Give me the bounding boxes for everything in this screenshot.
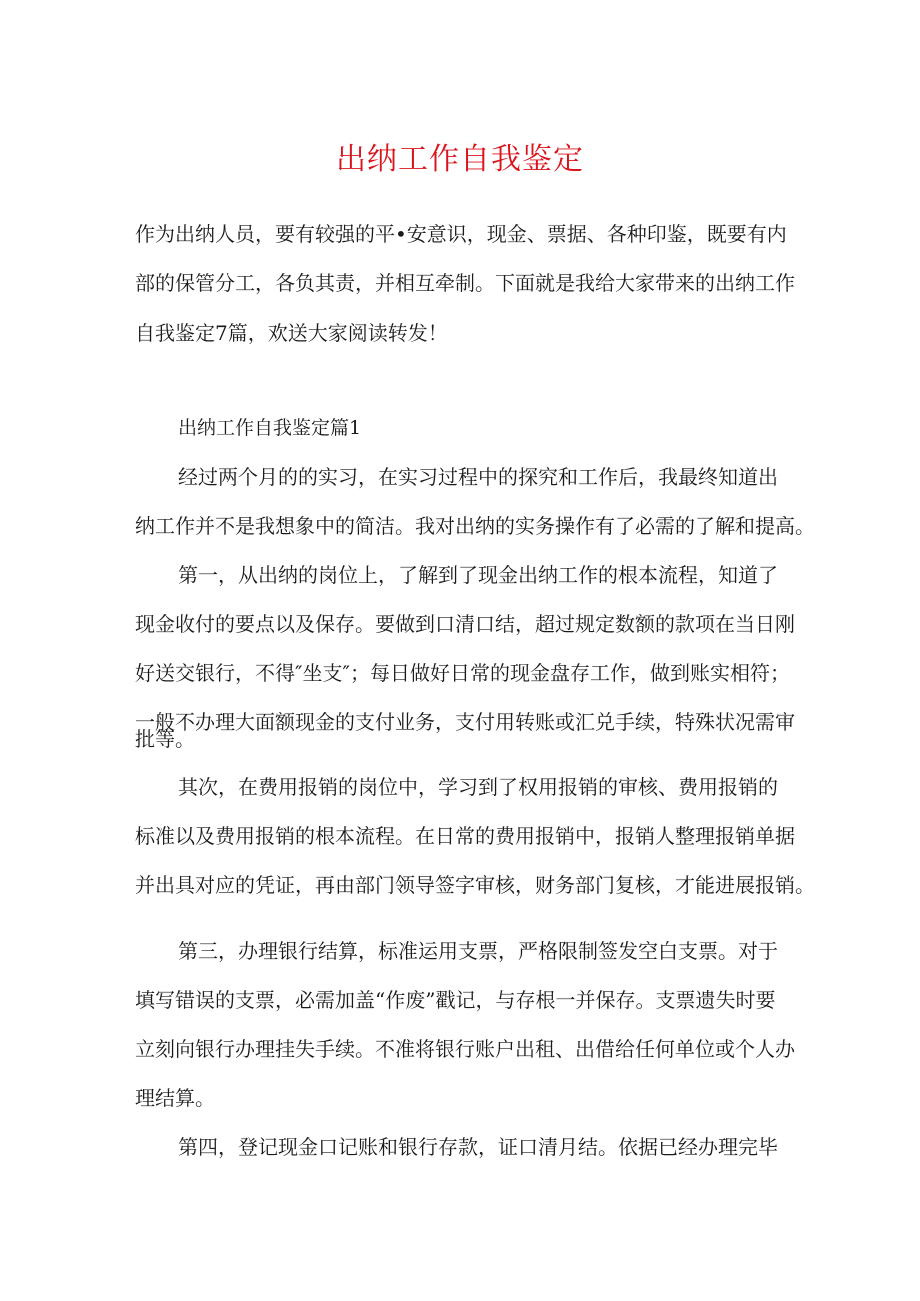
intro-line: 自我鉴定7篇，欢送大家阅读转发！ (135, 321, 448, 345)
body-line: 经过两个月的的实习，在实习过程中的探究和工作后，我最终知道出 (178, 465, 778, 489)
body-line: 理结算。 (135, 1086, 215, 1110)
document-title: 出纳工作自我鉴定 (336, 142, 584, 177)
body-line: 一般不办理大面额现金的支付业务，支付用转账或汇兑手续，特殊状况需审 (135, 710, 795, 734)
section-heading: 出纳工作自我鉴定篇1 (178, 417, 362, 439)
intro-line: 作为出纳人员，要有较强的平•安意识，现金、票据、各种印鉴，既要有内 (135, 222, 787, 246)
body-line: 并出具对应的凭证，再由部门领导签字审核，财务部门复核，才能进展报销。 (135, 873, 815, 897)
body-line: 标准以及费用报销的根本流程。在日常的费用报销中，报销人整理报销单据 (135, 824, 795, 848)
body-line: 好送交银行，不得″坐支″；每日做好日常的现金盘存工作，做到账实相符； (135, 661, 790, 685)
body-line: 立刻向银行办理挂失手续。不准将银行账户出租、出借给任何单位或个人办 (135, 1037, 795, 1061)
body-line: 批等。 (135, 727, 195, 751)
intro-line: 部的保管分工，各负其责，并相互牵制。下面就是我给大家带来的出纳工作 (135, 271, 795, 295)
body-line: 第三，办理银行结算，标准运用支票，严格限制签发空白支票。对于 (178, 939, 778, 963)
body-line: 第一，从出纳的岗位上，了解到了现金出纳工作的根本流程，知道了 (178, 563, 778, 587)
body-line: 填写错误的支票，必需加盖“作废”戳记，与存根一并保存。支票遗失时要 (135, 988, 776, 1012)
body-line: 现金收付的要点以及保存。要做到口清口结，超过规定数额的款项在当日刚 (135, 612, 795, 636)
body-line: 第四，登记现金口记账和银行存款，证口清月结。依据已经办理完毕 (178, 1135, 778, 1159)
body-line: 其次，在费用报销的岗位中，学习到了权用报销的审核、费用报销的 (178, 775, 778, 799)
body-line: 纳工作并不是我想象中的简洁。我对出纳的实务操作有了必需的了解和提高。 (135, 514, 815, 538)
